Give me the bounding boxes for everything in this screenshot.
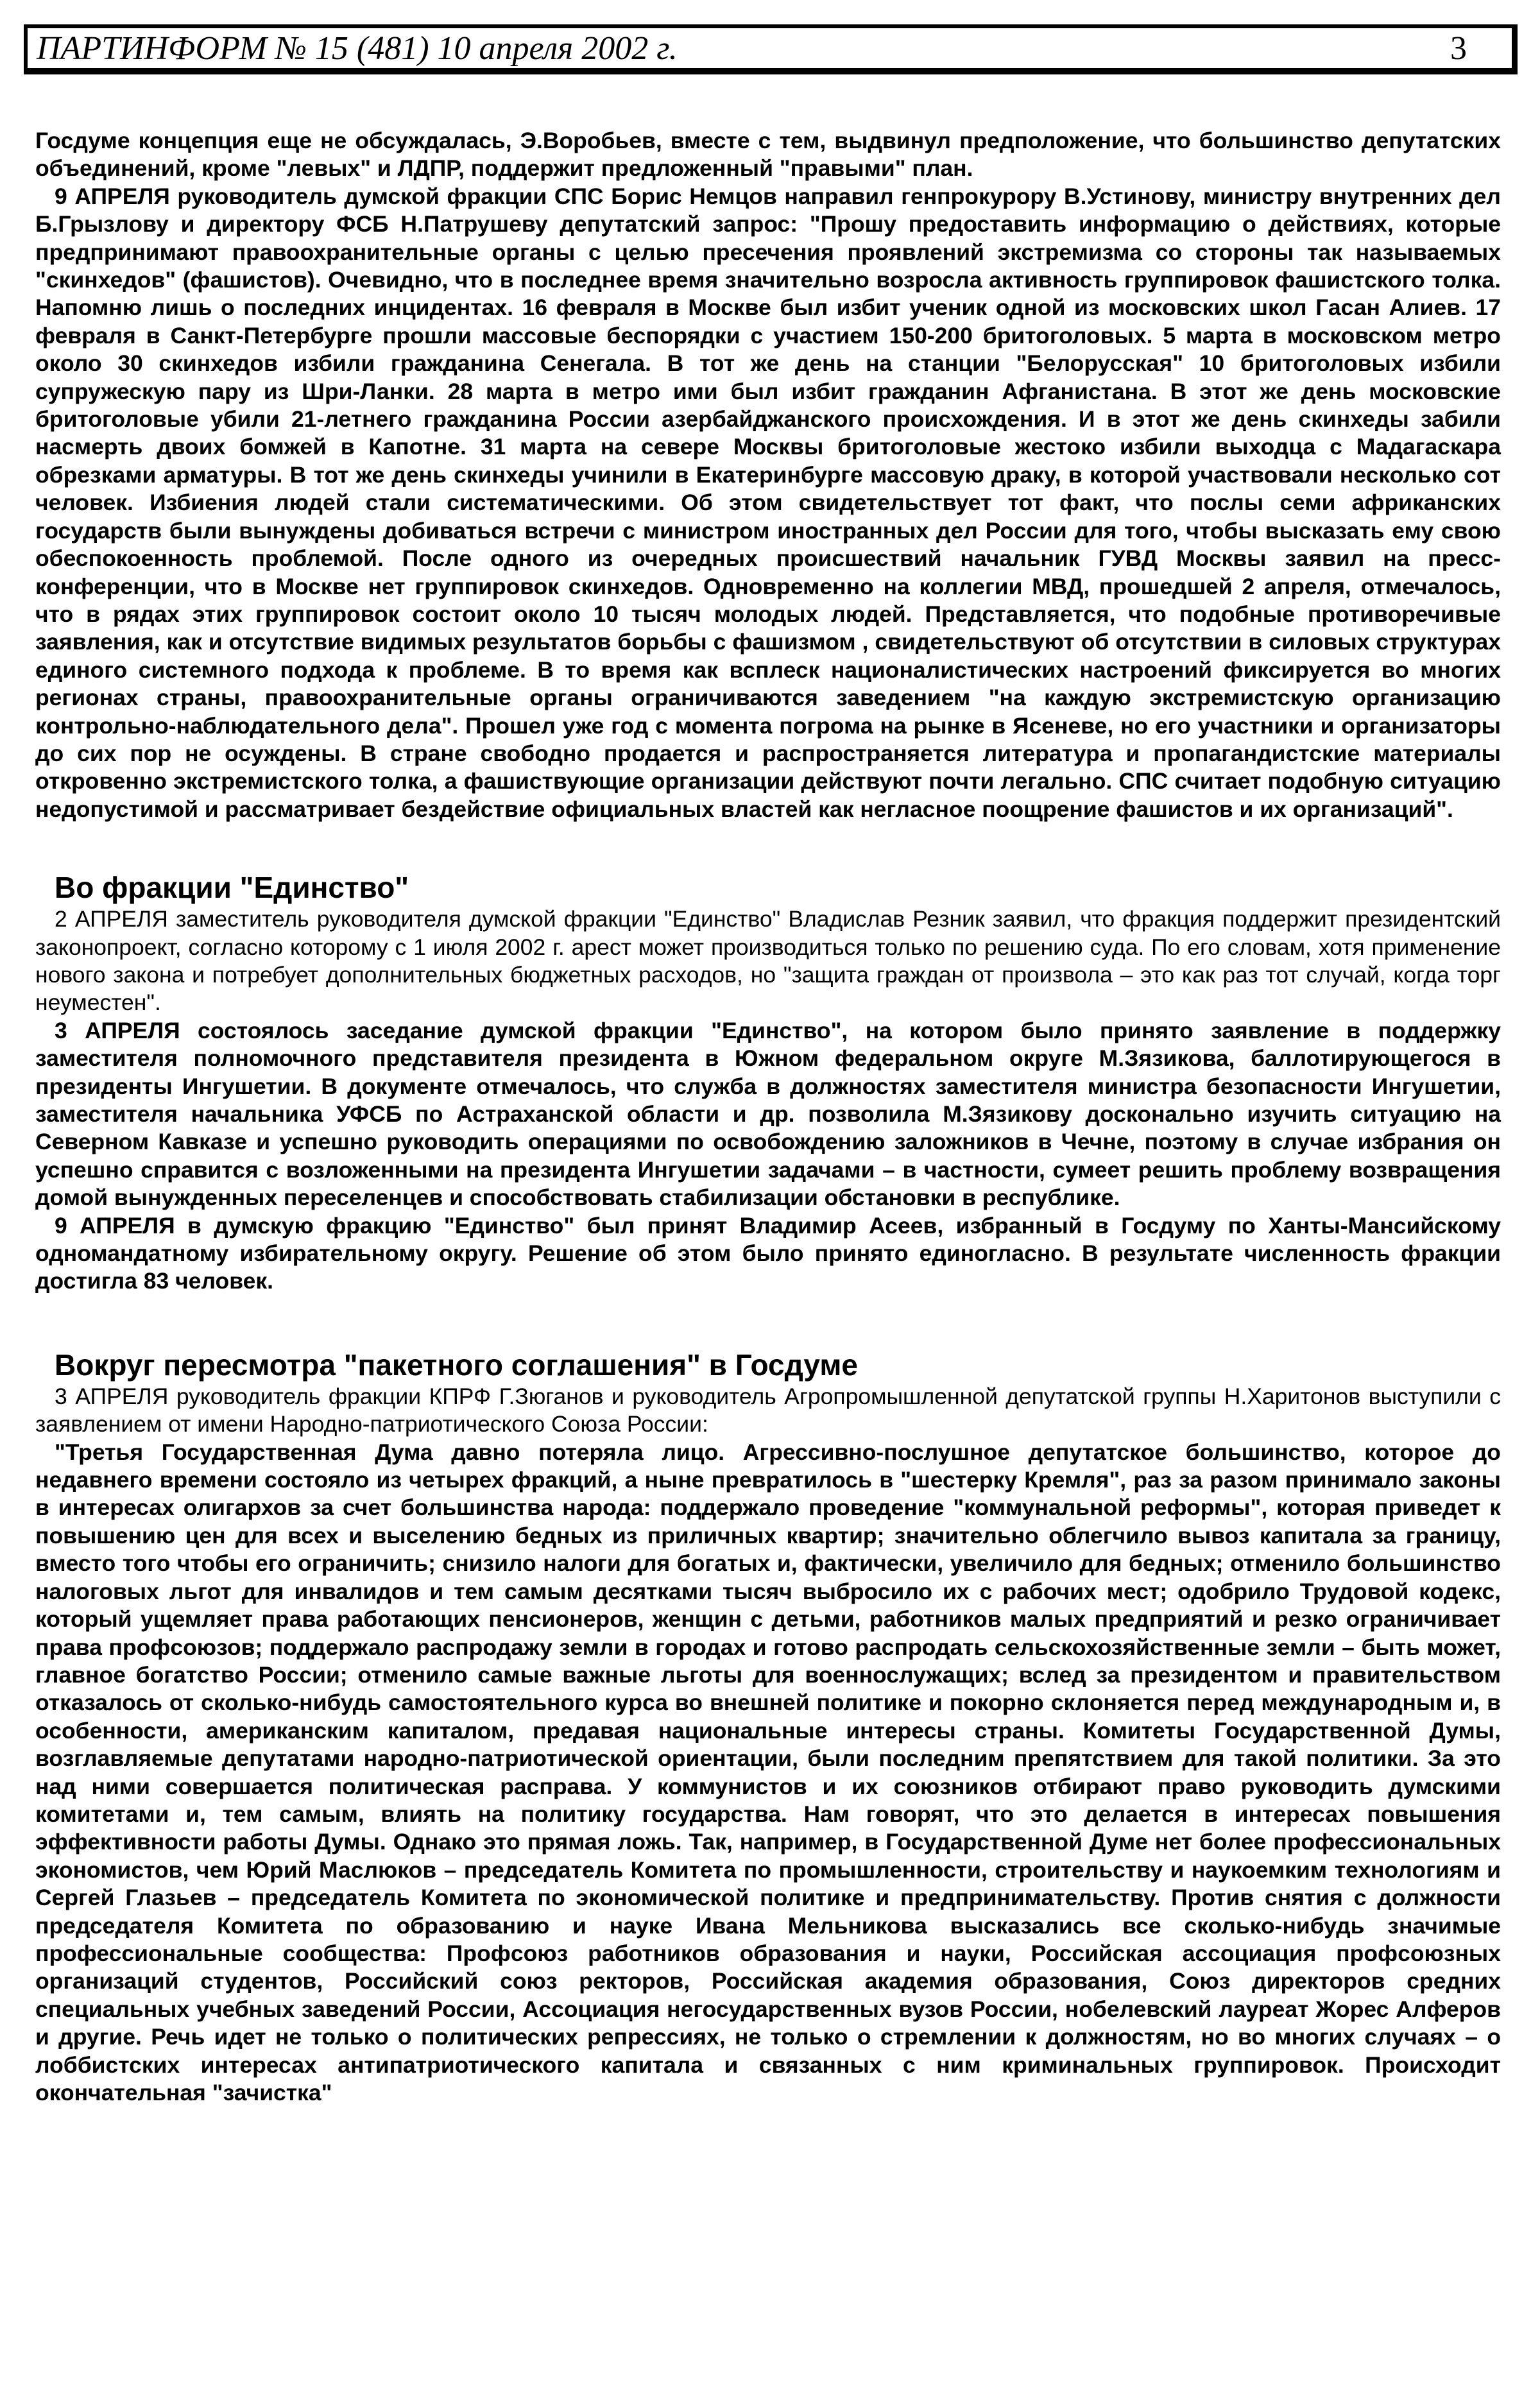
paragraph [35,127,1501,183]
date-lead: 9 АПРЕЛЯ [55,1212,175,1238]
paragraph-text: Госдуме концепция еще не обсуждалась, Э.Воробьев, вместе с тем, выдвинул предположение, что большинство депутатских объединений, кроме "левых" и ЛДПР, поддержит предложенный "правыми" план. [35,128,1501,182]
paragraph-text: в думскую фракцию "Единство" был принят Владимир Асеев, избранный в Госдуму по Ханты-Мансийскому одномандатному избирательному округу. Решение об этом было принято единогласно. В результате численность фракции достигла 83 человек. [35,1212,1501,1294]
paragraph [35,183,1501,823]
publication-title: ПАРТИНФОРМ № 15 (481) 10 апреля 2002 г. [37,30,678,67]
date-lead: 9 АПРЕЛЯ [55,183,170,209]
date-lead: 3 АПРЕЛЯ [55,1383,169,1409]
paragraph [35,1017,1501,1212]
section-sps [35,127,1501,823]
date-lead: 2 АПРЕЛЯ [55,906,168,932]
page-number: 3 [1450,30,1467,67]
quoted-statement [35,1439,1501,2107]
paragraph-text: заместитель руководителя думской фракции "Единство" Владислав Резник заявил, что фракция поддержит президентский законопроект, согласно которому с 1 июля 2002 г. арест может производиться только по решению суда. По его словам, хотя применение нового закона и потребует дополнительных бюджетных расходов, но "защита граждан от произвола – это как раз тот случай, когда торг неуместен". [35,906,1501,1016]
article-body [35,127,1501,2107]
section-heading: Вокруг пересмотра "пакетного соглашения" в Госдуме [55,1348,858,1382]
section-heading: Во фракции "Единство" [55,871,409,905]
page-header [24,24,1518,74]
paragraph [35,905,1501,1017]
paragraph-text: "Третья Государственная Дума давно потеряла лицо. Агрессивно-послушное депутатское большинство, которое до недавнего времени состояло из четырех фракций, а ныне превратилось в "шестерку Кремля", раз за разом принимало законы в интересах олигархов за счет большинства народа: поддержало проведение "коммунальной реформы", которая приведет к повышению цен для всех и выселению бедных из приличных квартир; значительно облегчило вывоз капитала за границу, вместо того чтобы его ограничить; снизило налоги для богатых и, фактически, увеличило для бедных; отменило большинство налоговых льгот для инвалидов и тем самым десятками тысяч выбросило их с рабочих мест; одобрило Трудовой кодекс, который ущемляет права работающих пенсионеров, женщин с детьми, работников малых предприятий и резко ограничивает права профсоюзов; поддержало распродажу земли в городах и готово распродать сельскохозяйственные земли – быть может, главное богатство России; отменило самые важные льготы для военнослужащих; вслед за президентом и правительством отказалось от сколько-нибудь самостоятельного курса во внешней политике и покорно склоняется перед международным и, в особенности, американским капиталом, предавая национальные интересы страны. Комитеты Государственной Думы, возглавляемые депутатами народно-патриотической ориентации, были последним препятствием для такой политики. За это над ними совершается политическая расправа. У коммунистов и их союзников отбирают право руководить думскими комитетами и, тем самым, влиять на политику государства. Нам говорят, что это делается в интересах повышения эффективности работы Думы. Однако это прямая ложь. Так, например, в Государственной Думе нет более профессиональных экономистов, чем Юрий Маслюков – председатель Комитета по промышленности, строительству и наукоемким технологиям и Сергей Глазьев – председатель Комитета по экономической политике и предпринимательству. Против снятия с должности председателя Комитета по образованию и науке Ивана Мельникова высказались все сколько-нибудь значимые профессиональные сообщества: Профсоюз работников образования и науки, Российская ассоциация профсоюзных организаций студентов, Российский союз ректоров, Российская академия образования, Союз директоров средних специальных учебных заведений России, Ассоциация негосударственных вузов России, нобелевский лауреат Жорес Алферов и другие. Речь идет не только о политических репрессиях, не только о стремлении к должностям, но во многих случаях – о лоббистских интересах антипатриотического капитала и связанных с ним криминальных группировок. Происходит окончательная "зачистка" [35,1439,1501,2105]
section-edinstvo [35,870,1501,1296]
section-package-agreement [35,1347,1501,2107]
paragraph-text: руководитель думской фракции СПС Борис Немцов направил генпрокурору В.Устинову, министру внутренних дел Б.Грызлову и директору ФСБ Н.Патрушеву депутатский запрос: "Прошу предоставить информацию о действиях, которые предпринимают правоохранительные органы с целью пресечения проявлений экстремизма со стороны так называемых "скинхедов" (фашистов). Очевидно, что в последнее время значительно возросла активность группировок фашистского толка. Напомню лишь о последних инцидентах. 16 февраля в Москве был избит ученик одной из московских школ Гасан Алиев. 17 февраля в Санкт-Петербурге прошли массовые беспорядки с участием 150-200 бритоголовых. 5 марта в московском метро около 30 скинхедов избили гражданина Сенегала. В тот же день на станции "Белорусская" 10 бритоголовых избили супружескую пару из Шри-Ланки. 28 марта в метро ими был избит гражданин Афганистана. В этот же день московские бритоголовые убили 21-летнего гражданина России азербайджанского происхождения. И в этот же день скинхеды забили насмерть двоих бомжей в Капотне. 31 марта на севере Москвы бритоголовые жестоко избили выходца с Мадагаскара обрезками арматуры. В тот же день скинхеды учинили в Екатеринбурге массовую драку, в которой участвовали несколько сот человек. Избиения людей стали систематическими. Об этом свидетельствует тот факт, что послы семи африканских государств были вынуждены добиваться встречи с министром иностранных дел России для того, чтобы высказать ему свою обеспокоенность проблемой. После одного из очередных происшествий начальник ГУВД Москвы заявил на пресс-конференции, что в Москве нет группировок скинхедов. Одновременно на коллегии МВД, прошедшей 2 апреля, отмечалось, что в рядах этих группировок состоит около 10 тысяч молодых людей. Представляется, что подобные противоречивые заявления, как и отсутствие видимых результатов борьбы с фашизмом , свидетельствуют об отсутствии в силовых структурах единого системного подхода к проблеме. В то время как всплеск националистических настроений фиксируется во многих регионах страны, правоохранительные органы ограничиваются заведением "на каждую экстремистскую организацию контрольно-наблюдательного дела". Прошел уже год с момента погрома на рынке в Ясеневе, но его участники и организаторы до сих пор не осуждены. В стране свободно продается и распространяется литература и пропагандистские материалы откровенно экстремистского толка, а фашиствующие организации действуют почти легально. СПС считает подобную ситуацию недопустимой и рассматривает бездействие официальных властей как негласное поощрение фашистов и их организаций". [35,183,1501,822]
paragraph-text: руководитель фракции КПРФ Г.Зюганов и руководитель Агропромышленной депутатской группы Н.Харитонов выступили с заявлением от имени Народно-патриотического Союза России: [35,1383,1502,1437]
paragraph-text: состоялось заседание думской фракции "Единство", на котором было принято заявление в поддержку заместителя полномочного представителя президента в Южном федеральном округе М.Зязикова, баллотирующегося в президенты Ингушетии. В документе отмечалось, что служба в должностях заместителя министра безопасности Ингушетии, заместителя начальника УФСБ по Астраханской области и др. позволила М.Зязикову досконально изучить ситуацию на Северном Кавказе и успешно руководить операциями по освобождению заложников в Чечне, поэтому в случае избрания он успешно справится с возложенными на президента Ингушетии задачами – в частности, сумеет решить проблему возвращения домой вынужденных переселенцев и способствовать стабилизации обстановки в республике. [35,1017,1501,1211]
date-lead: 3 АПРЕЛЯ [55,1017,180,1043]
paragraph [35,1212,1501,1296]
paragraph [35,1383,1501,1439]
